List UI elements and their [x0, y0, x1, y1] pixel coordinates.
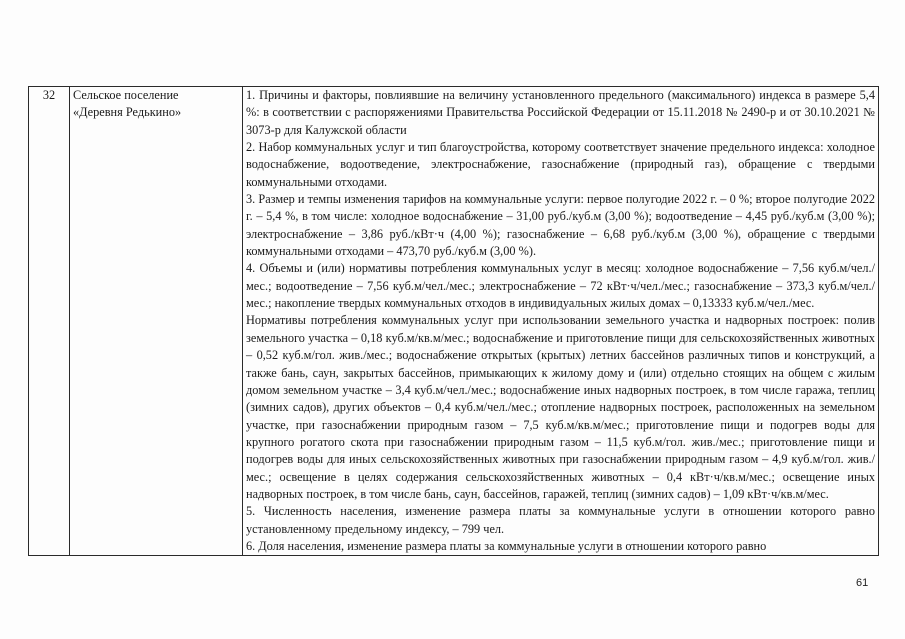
row-number-cell — [29, 87, 70, 556]
settlement-name-cell — [70, 87, 243, 556]
paragraph-tariffs: 3. Размер и темпы изменения тарифов на коммунальные услуги: первое полугодие 2022 г. – 0 %; второе полугодие 2022 г. – 5,4 %, в том числе: холодное водоснабжение – 31,00 руб./куб.м (3,00 %); водоотведение – 4,45 руб./куб.м (3,00 %); электроснабжение – 3,86 руб./кВт·ч (4,00 %); газоснабжение – 6,68 руб./куб.м (3,00 %), обращение с твердыми коммунальными отходами – 473,70 руб./куб.м (3,00 %). — [246, 192, 875, 259]
settlement-name-line-1: Сельское поселение — [73, 88, 179, 102]
paragraph-population: 5. Численность населения, изменение размера платы за коммунальные услуги в отношении которого равно установленному предельному индексу, – 799 чел. — [246, 504, 875, 536]
paragraph-services-set: 2. Набор коммунальных услуг и тип благоустройства, которому соответствует значение предельного индекса: холодное водоснабжение, водоотведение, электроснабжение, газоснабжение (природный газ), обращение с твердыми коммунальными отходами. — [246, 140, 875, 189]
paragraph-volumes: 4. Объемы и (или) нормативы потребления коммунальных услуг в месяц: холодное водоснабжение – 7,56 куб.м/чел./мес.; водоотведение – 7,56 куб.м/чел./мес.; электроснабжение – 72 кВт·ч/чел./мес.; газоснабжение – 373,3 куб.м/чел./мес.; накопление твердых коммунальных отходов в индивидуальных жилых домах – 0,13333 куб.м/чел./мес. — [246, 261, 875, 311]
settlement-name-line-2: «Деревня Редькино» — [73, 105, 182, 120]
tariff-table — [28, 86, 879, 556]
paragraph-population-share: 6. Доля населения, изменение размера платы за коммунальные услуги в отношении которого равно — [246, 538, 767, 553]
paragraph-reasons: 1. Причины и факторы, повлиявшие на величину установленного предельного (максимального) индекса в размере 5,4 %: в соответствии с распоряжениями Правительства Российской Федерации от 15.11.2018 № 2490-р и от 30.10.2021 № 3073-р для Калужской области — [246, 88, 875, 137]
paragraph-land-norms: Нормативы потребления коммунальных услуг при использовании земельного участка и надворных построек: полив земельного участка – 0,18 куб.м/кв.м/мес.; водоснабжение и приготовление пищи для сельскохозяйственных животных – 0,52 куб.м/гол. жив./мес.; водоснабжение открытых (крытых) летних бассейнов различных типов и конструкций, а также бань, саун, закрытых бассейнов, примыкающих к жилому дому и (или) отдельно стоящих на общем с жилым домом земельном участке – 3,4 куб.м/чел./мес.; водоснабжение иных надворных построек, в том числе гаража, теплиц (зимних садов), других объектов – 0,4 куб.м/чел./мес.; отопление надворных построек, расположенных на земельном участке, при газоснабжении природным газом – 7,5 куб.м/кв.м/мес.; приготовление пищи и подогрев воды для крупного рогатого скота при газоснабжении природным газом – 11,5 куб.м/гол. жив./мес.; приготовление пищи и подогрев воды для иных сельскохозяйственных животных при газоснабжении природным газом – 4,9 куб.м/гол. жив./мес.; освещение в целях содержания сельскохозяйственных животных – 0,4 кВт·ч/кв.м/мес.; освещение иных надворных построек, в том числе бань, саун, бассейнов, гаражей, теплиц (зимних садов) – 1,09 кВт·ч/кв.м/мес. — [246, 313, 875, 501]
row-number: 32 — [42, 88, 56, 102]
info-cell — [243, 87, 879, 556]
table-row — [29, 87, 879, 556]
page-number: 61 — [856, 577, 869, 589]
